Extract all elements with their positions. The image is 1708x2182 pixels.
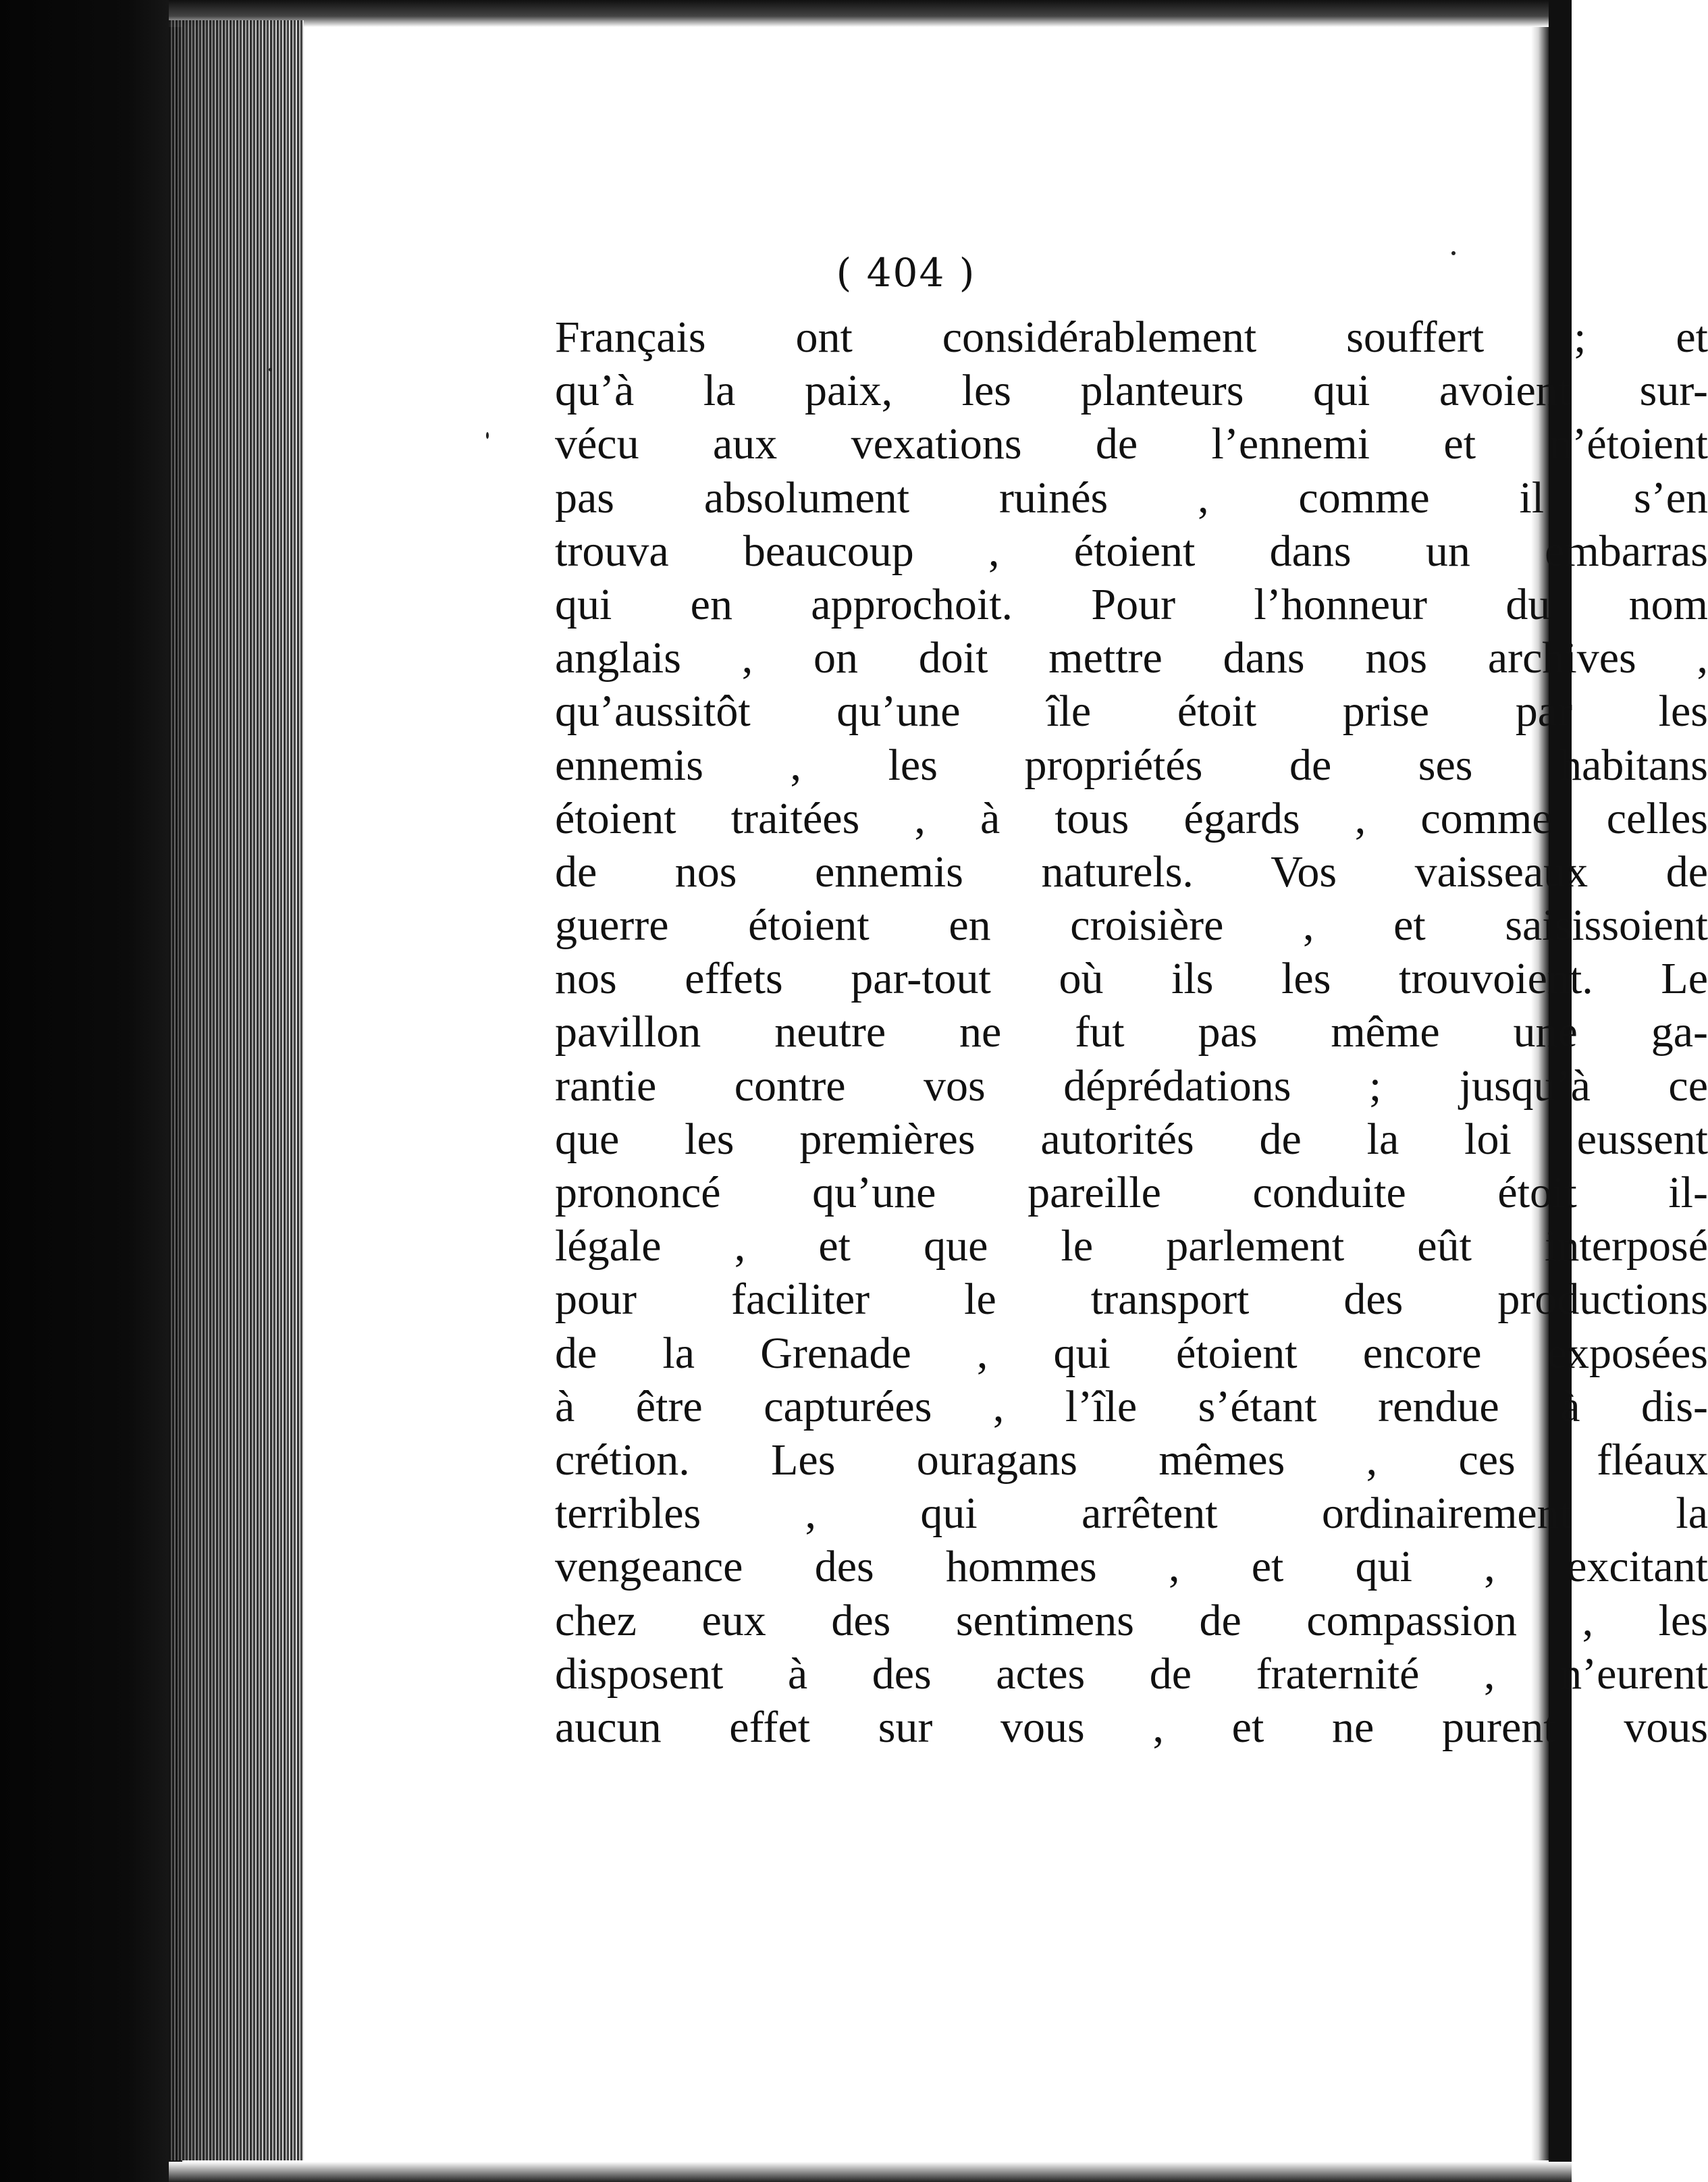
text-line: pour faciliter le transport des productions (555, 1275, 1708, 1325)
text-line: disposent à des actes de fraternité , n’eurent (555, 1649, 1708, 1699)
text-line: nos effets par-tout où ils les trouvoient. Le (555, 954, 1708, 1004)
page-number: ( 404 ) (836, 250, 976, 296)
text-line: vengeance des hommes , et qui , excitant (555, 1542, 1708, 1592)
text-line: de la Grenade , qui étoient encore exposées (555, 1328, 1708, 1378)
text-line: aucun effet sur vous , et ne purent vous (555, 1702, 1708, 1752)
text-line: rantie contre vos déprédations ; jusqu’à ce (555, 1061, 1708, 1111)
book-page-edges (169, 20, 304, 2160)
text-line: guerre étoient en croisière , et saisissoient (555, 901, 1708, 951)
text-line: légale , et que le parlement eût interposé (555, 1221, 1708, 1271)
text-line: prononcé qu’une pareille conduite étoit il- (555, 1168, 1708, 1217)
body-text (555, 311, 1708, 1754)
text-line: qui en approchoit. Pour l’honneur du nom (555, 579, 1708, 629)
text-line: étoient traitées , à tous égards , comme celles (555, 793, 1708, 843)
scan-background-top (169, 0, 1572, 27)
scan-background-bottom (169, 2162, 1572, 2182)
text-line: pas absolument ruinés , comme il s’en (555, 473, 1708, 523)
text-line: trouva beaucoup , étoient dans un embarras (555, 526, 1708, 576)
text-line: que les premières autorités de la loi eussent (555, 1114, 1708, 1164)
scan-speck (1451, 251, 1456, 255)
text-line: qu’aussitôt qu’une île étoit prise par les (555, 687, 1708, 737)
scan-speck (486, 432, 489, 439)
text-line: chez eux des sentimens de compassion , les (555, 1595, 1708, 1645)
text-line: pavillon neutre ne fut pas même une ga- (555, 1007, 1708, 1057)
text-line: crétion. Les ouragans mêmes , ces fléaux (555, 1435, 1708, 1485)
scan-speck (269, 368, 272, 371)
text-line: Français ont considérablement souffert ; et (555, 313, 1708, 362)
text-line: ennemis , les propriétés de ses habitans (555, 740, 1708, 790)
text-line: de nos ennemis naturels. Vos vaisseaux de (555, 847, 1708, 897)
book-page (304, 27, 1708, 2160)
text-line: anglais , on doit mettre dans nos archives , (555, 633, 1708, 683)
text-line: qu’à la paix, les planteurs qui avoient sur- (555, 366, 1708, 416)
scan-background-left (0, 0, 182, 2182)
text-line: vécu aux vexations de l’ennemi et n’étoient (555, 419, 1708, 469)
text-line: à être capturées , l’île s’étant rendue à dis- (555, 1381, 1708, 1431)
text-line: terribles , qui arrêtent ordinairement la (555, 1489, 1708, 1539)
